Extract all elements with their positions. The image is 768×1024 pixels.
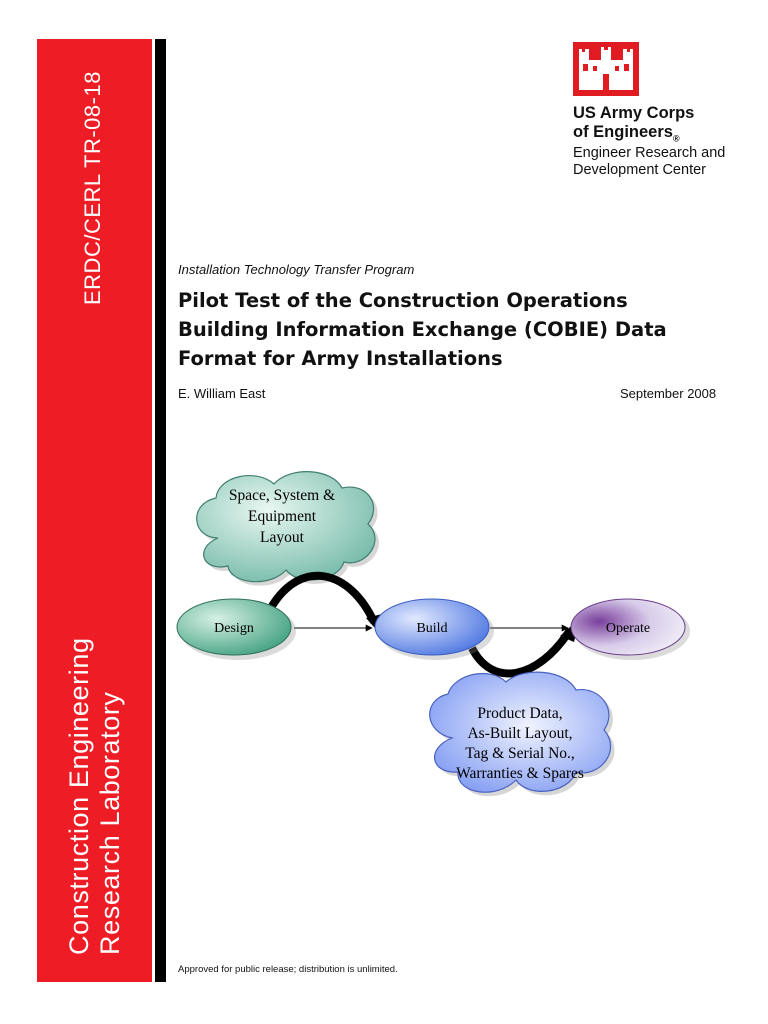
process-diagram	[172, 468, 702, 828]
node-design-label: Design	[214, 621, 254, 636]
agency-line1: US Army Corps	[573, 104, 695, 122]
title-line3: Format for Army Installations	[178, 347, 503, 370]
agency-line2: of Engineers	[573, 123, 673, 141]
report-date: September 2008	[620, 386, 717, 401]
cloud-bottom-line3: Tag & Serial No.,	[465, 745, 575, 762]
cloud-bottom-line2: As-Built Layout,	[467, 725, 573, 742]
cloud-bottom-line4: Warranties & Spares	[456, 765, 584, 782]
cloud-top-line1: Space, System &	[228, 487, 336, 504]
agency-line4: Development Center	[573, 162, 706, 178]
agency-name	[573, 104, 694, 148]
cloud-top-line2: Equipment	[247, 508, 317, 525]
title-line2: Building Information Exchange (COBIE) Data	[178, 318, 667, 341]
distribution-statement: Approved for public release; distribution is unlimited.	[178, 964, 398, 975]
castle-logo-icon	[573, 42, 639, 96]
lab-name-line1: Construction Engineering	[64, 637, 94, 955]
sidebar-black-rule	[155, 39, 166, 982]
program-name: Installation Technology Transfer Program	[178, 262, 415, 277]
agency-line3: Engineer Research and	[573, 145, 726, 161]
cloud-top	[197, 472, 379, 586]
node-design	[177, 599, 296, 660]
node-build-label: Build	[416, 621, 448, 636]
node-operate-label: Operate	[605, 621, 651, 636]
report-number: ERDC/CERL TR-08-18	[80, 71, 105, 305]
agency-subname	[573, 145, 725, 179]
cloud-bottom	[430, 672, 615, 796]
registered-mark: ®	[672, 133, 680, 144]
node-build	[375, 599, 494, 660]
cloud-bottom-line1: Product Data,	[477, 705, 563, 722]
node-operate	[571, 599, 690, 660]
report-title	[178, 286, 738, 373]
cloud-top-line3: Layout	[260, 529, 304, 546]
lab-name-line2: Research Laboratory	[95, 691, 126, 955]
laboratory-name	[64, 615, 126, 955]
report-author: E. William East	[178, 386, 266, 401]
title-line1: Pilot Test of the Construction Operations	[178, 289, 628, 312]
